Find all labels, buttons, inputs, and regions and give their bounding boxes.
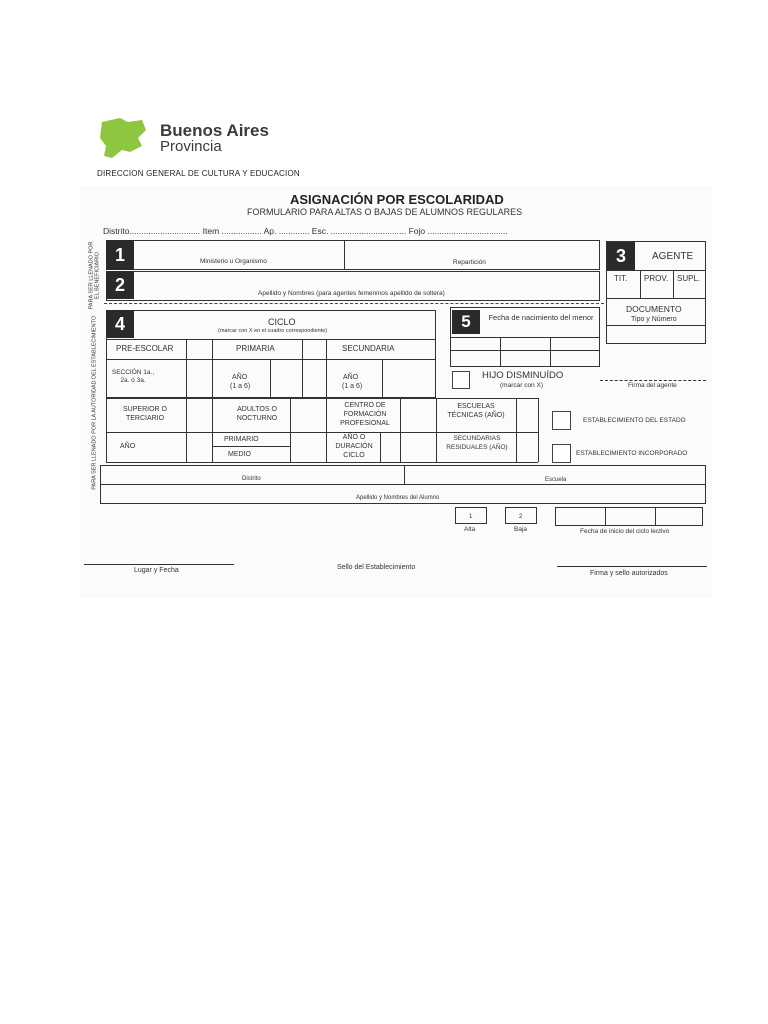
row3-primario: PRIMARIO — [224, 436, 259, 443]
row3-secundarias: SECUNDARIAS RESIDUALES (AÑO) — [446, 435, 508, 451]
alta-label: Alta — [464, 526, 476, 533]
agente-col-tit: TIT. — [614, 274, 628, 283]
establecimiento-estado-label: ESTABLECIMIENTO DEL ESTADO — [583, 417, 686, 424]
form-subtitle: FORMULARIO PARA ALTAS O BAJAS DE ALUMNOS REGULARES — [247, 207, 523, 217]
establecimiento-incorporado-checkbox[interactable] — [552, 444, 571, 463]
firma-sello-label: Firma y sello autorizados — [590, 570, 668, 577]
header-preescolar: PRE-ESCOLAR — [116, 344, 174, 353]
fecha-inicio-label: Fecha de inicio del ciclo lectivo — [580, 528, 670, 535]
header-secundaria: SECUNDARIA — [342, 344, 395, 353]
documento-title: DOCUMENTO — [626, 304, 682, 314]
section1-number: 1 — [106, 240, 134, 270]
distrito-label: Distrito — [242, 476, 261, 482]
brand-line1: Buenos Aires — [160, 121, 269, 140]
agente-title: AGENTE — [652, 251, 694, 262]
documento-sub: Tipo y Número — [631, 316, 677, 323]
fecha-inicio-box[interactable] — [555, 507, 703, 526]
form-title: ASIGNACIÓN POR ESCOLARIDAD — [290, 192, 504, 207]
side-label-beneficiary: PARA SER LLENADO POR EL BENEFICIARIO — [88, 241, 100, 310]
section3-number: 3 — [607, 242, 635, 270]
baja-number: 2 — [519, 514, 523, 520]
superior-terciario: SUPERIOR O TERCIARIO — [123, 406, 167, 422]
apellido-alumno-row — [100, 484, 706, 504]
escuelas-tecnicas: ESCUELAS TÉCNICAS (AÑO) — [447, 403, 505, 419]
section1-box — [106, 240, 600, 270]
establecimiento-estado-checkbox[interactable] — [552, 411, 571, 430]
hijo-disminuido-note: (marcar con X) — [500, 382, 543, 389]
top-fields-line: Distrito.............................. Item ................. Ap. ............. Esc. ................................ Fojo .................................. — [103, 226, 508, 236]
section2-label: Apellido y Nombres (para agentes femeninos apellido de soltera) — [258, 290, 445, 297]
ano-range-secundaria: (1 a 6) — [342, 383, 363, 390]
side-label-establishment: PARA SER LLENADO POR LA AUTORIDAD DEL ESTABLECIMIENTO — [91, 315, 98, 490]
section5-number: 5 — [452, 310, 480, 334]
brand-line2: Provincia — [160, 138, 222, 155]
section4-number: 4 — [106, 310, 134, 338]
hijo-disminuido-checkbox[interactable] — [452, 371, 470, 389]
section1-left-label: Ministerio u Organismo — [200, 258, 267, 265]
baja-label: Baja — [514, 526, 528, 533]
centro-formacion: CENTRO DE FORMACIÓN PROFESIONAL — [340, 402, 390, 427]
seccion-label: SECCIÓN 1a., 2a. ó 3a. — [111, 369, 155, 384]
firma-agente-label: Firma del agente — [628, 382, 677, 389]
ano-label-primaria: AÑO — [232, 374, 248, 381]
agente-col-prov: PROV. — [644, 274, 669, 283]
province-map-icon — [98, 116, 148, 162]
ano-label-secundaria: AÑO — [343, 374, 359, 381]
province-logo — [98, 116, 148, 162]
hijo-disminuido-label: HIJO DISMINUÍDO — [482, 370, 564, 381]
section1-right-label: Repartición — [453, 259, 486, 266]
adultos-nocturno: ADULTOS O NOCTURNO — [236, 406, 278, 422]
ciclo-title: CICLO — [268, 317, 296, 327]
establecimiento-incorporado-label: ESTABLECIMIENTO INCORPORADO — [576, 450, 688, 457]
apellido-alumno-label: Apellido y Nombres del Alumno — [356, 495, 440, 501]
row3-medio: MEDIO — [228, 451, 251, 458]
lugar-fecha-label: Lugar y Fecha — [134, 567, 179, 574]
ciclo-note: (marcar con X en el cuadro correspondiente) — [218, 328, 328, 334]
alta-number: 1 — [469, 514, 473, 520]
row3-ano: AÑO — [120, 443, 136, 450]
header-primaria: PRIMARIA — [236, 344, 275, 353]
row3-duracion: AÑO O DURACIÓN CICLO — [335, 434, 373, 459]
section2-number: 2 — [106, 271, 134, 299]
section5-label: Fecha de nacimiento del menor — [488, 313, 594, 322]
agente-col-supl: SUPL. — [677, 274, 701, 283]
agency-name: DIRECCION GENERAL DE CULTURA Y EDUCACION — [97, 169, 300, 178]
ano-range-primaria: (1 a 6) — [230, 383, 251, 390]
escuela-label: Escuela — [545, 477, 567, 483]
sello-label: Sello del Establecimiento — [337, 564, 416, 571]
distrito-escuela-row — [100, 465, 706, 485]
